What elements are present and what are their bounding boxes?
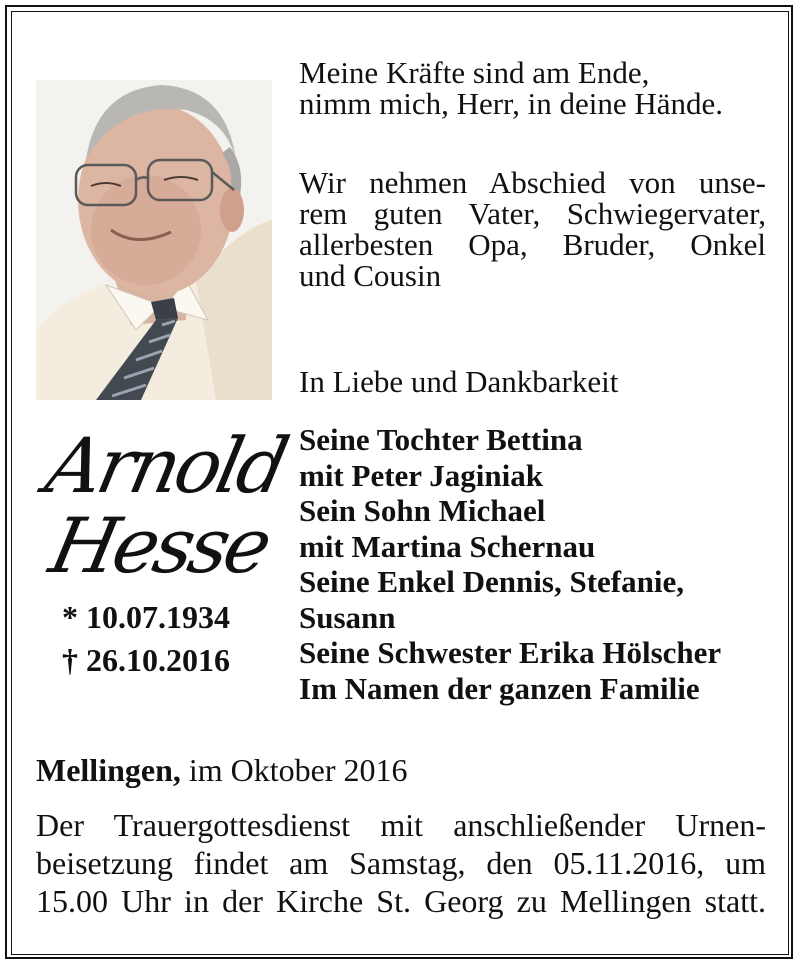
farewell-line: allerbesten Opa, Bruder, Onkel bbox=[299, 227, 766, 262]
family-list bbox=[299, 422, 779, 706]
service-notice bbox=[36, 806, 766, 920]
farewell-line: rem guten Vater, Schwiegervater, bbox=[299, 196, 766, 231]
thanks-line: In Liebe und Dankbarkeit bbox=[299, 364, 619, 399]
birth-date: * 10.07.1934 bbox=[62, 599, 230, 635]
deceased-last-name: Hesse bbox=[42, 501, 276, 590]
notice-line: 15.00 Uhr in der Kirche St. Georg zu Mellingen statt. bbox=[36, 883, 766, 919]
month-year: im Oktober 2016 bbox=[180, 752, 408, 788]
family-line: mit Martina Schernau bbox=[299, 528, 596, 564]
place-and-date bbox=[36, 750, 408, 790]
notice-line: beisetzung findet am Samstag, den 05.11.2016, um bbox=[36, 845, 766, 881]
town: Mellingen, bbox=[36, 752, 181, 788]
farewell-line: Wir nehmen Abschied von unse- bbox=[299, 165, 766, 200]
verse-line: Meine Kräfte sind am Ende, bbox=[299, 55, 650, 90]
deceased-first-name: Arnold bbox=[38, 421, 293, 510]
verse bbox=[299, 57, 769, 119]
farewell-text bbox=[299, 167, 766, 291]
family-line: Seine Schwester Erika Hölscher bbox=[299, 635, 722, 670]
family-line: Susann bbox=[299, 599, 396, 635]
notice-line: Der Trauergottesdienst mit anschließender Urnen- bbox=[36, 807, 766, 843]
family-line: Seine Tochter Bettina bbox=[299, 422, 583, 457]
family-line: Im Namen der ganzen Familie bbox=[299, 670, 700, 706]
verse-line: nimm mich, Herr, in deine Hände. bbox=[299, 86, 724, 121]
farewell-line: und Cousin bbox=[299, 258, 442, 293]
family-line: mit Peter Jaginiak bbox=[299, 457, 543, 493]
life-dates bbox=[62, 596, 230, 682]
family-line: Seine Enkel Dennis, Stefanie, bbox=[299, 564, 684, 599]
family-line: Sein Sohn Michael bbox=[299, 493, 546, 528]
death-date: † 26.10.2016 bbox=[62, 642, 230, 678]
portrait-photo bbox=[36, 80, 272, 400]
